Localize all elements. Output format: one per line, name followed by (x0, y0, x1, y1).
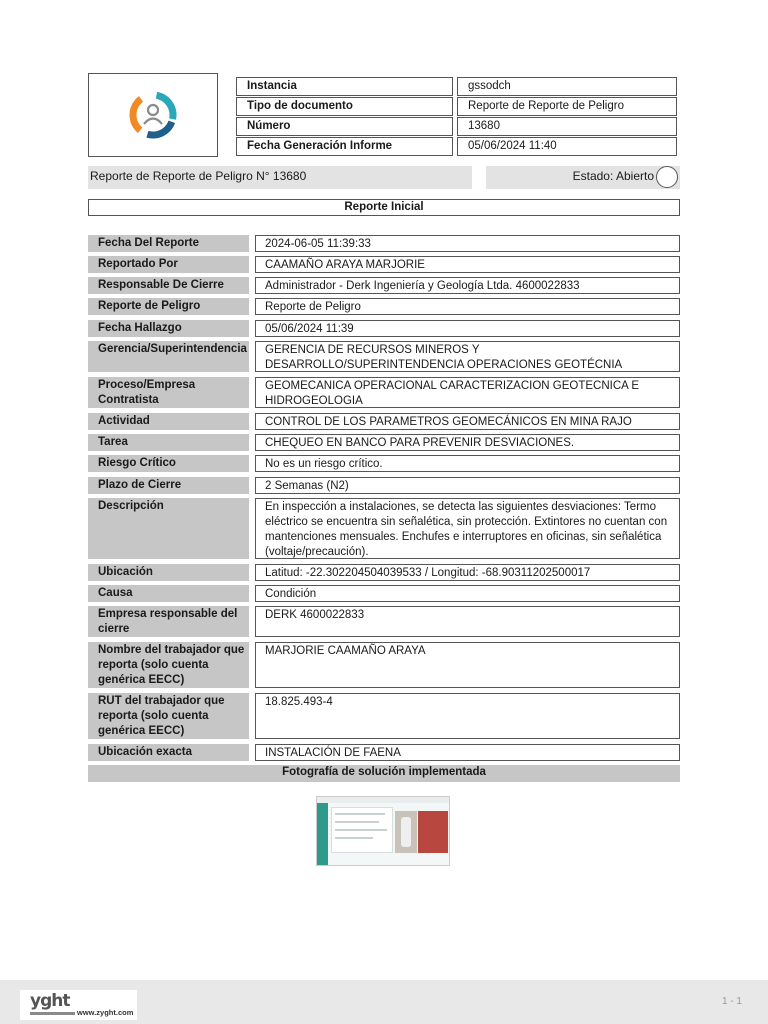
field-label: Empresa responsable del cierre (88, 606, 249, 637)
status-circle-icon (656, 166, 678, 188)
field-value: 2024-06-05 11:39:33 (255, 235, 680, 252)
field-value: GERENCIA DE RECURSOS MINEROS Y DESARROLLO/SUPERINTENDENCIA OPERACIONES GEOTÉCNIA (255, 341, 680, 372)
field-label: Riesgo Crítico (88, 455, 249, 472)
info-value: 13680 (457, 117, 677, 136)
field-label: Nombre del trabajador que reporta (solo cuenta genérica EECC) (88, 642, 249, 688)
field-value: CHEQUEO EN BANCO PARA PREVENIR DESVIACIONES. (255, 434, 680, 451)
field-label: Ubicación (88, 564, 249, 581)
field-label: Proceso/Empresa Contratista (88, 377, 249, 408)
photo-thumb-extinguishers (418, 811, 448, 853)
field-value: 05/06/2024 11:39 (255, 320, 680, 337)
status-text: Estado: Abierto (572, 169, 654, 183)
company-logo-box (88, 73, 218, 157)
photo-line (335, 837, 373, 839)
info-value: Reporte de Reporte de Peligro (457, 97, 677, 116)
field-value: CAAMAÑO ARAYA MARJORIE (255, 256, 680, 273)
field-value: Latitud: -22.302204504039533 / Longitud: -68.90311202500017 (255, 564, 680, 581)
photo-section-title: Fotografía de solución implementada (88, 765, 680, 782)
footer-brand: yght (30, 991, 70, 1011)
field-value: MARJORIE CAAMAÑO ARAYA (255, 642, 680, 688)
photo-line (335, 829, 387, 831)
field-value: 2 Semanas (N2) (255, 477, 680, 494)
info-label: Número (236, 117, 453, 136)
field-label: Fecha Hallazgo (88, 320, 249, 337)
info-label: Instancia (236, 77, 453, 96)
field-value: En inspección a instalaciones, se detecta las siguientes desviaciones: Termo eléctrico se encuentra sin señalética, sin protección. Extintores no cuentan con mantenciones mensuales. Enchufes e interruptores en oficinas, sin señalética (voltaje/precaución). (255, 498, 680, 559)
brand-tagline-bar (30, 1012, 75, 1015)
field-value: Administrador - Derk Ingeniería y Geología Ltda. 4600022833 (255, 277, 680, 294)
field-label: Plazo de Cierre (88, 477, 249, 494)
company-logo-icon (125, 89, 181, 141)
field-label: Actividad (88, 413, 249, 430)
field-value: No es un riesgo crítico. (255, 455, 680, 472)
info-value: gssodch (457, 77, 677, 96)
field-value: DERK 4600022833 (255, 606, 680, 637)
zyght-logo[interactable] (20, 990, 137, 1020)
page-footer (0, 980, 768, 1024)
photo-topbar (317, 797, 450, 803)
field-value: CONTROL DE LOS PARAMETROS GEOMECÁNICOS EN MINA RAJO (255, 413, 680, 430)
field-label: Descripción (88, 498, 249, 559)
field-value: 18.825.493-4 (255, 693, 680, 739)
field-label: Responsable De Cierre (88, 277, 249, 294)
photo-line (335, 821, 379, 823)
photo-thumb-heater-body (401, 817, 411, 847)
field-label: Reportado Por (88, 256, 249, 273)
status-bar (486, 166, 680, 189)
field-label: Causa (88, 585, 249, 602)
field-label: Tarea (88, 434, 249, 451)
field-value: GEOMECANICA OPERACIONAL CARACTERIZACION GEOTECNICA E HIDROGEOLOGIA (255, 377, 680, 408)
photo-line (335, 813, 385, 815)
info-label: Fecha Generación Informe (236, 137, 453, 156)
photo-sidebar (317, 803, 328, 866)
field-label: Reporte de Peligro (88, 298, 249, 315)
info-label: Tipo de documento (236, 97, 453, 116)
page-number: 1 - 1 (721, 996, 742, 1007)
field-value: INSTALACIÓN DE FAENA (255, 744, 680, 761)
info-value: 05/06/2024 11:40 (457, 137, 677, 156)
field-label: RUT del trabajador que reporta (solo cuenta genérica EECC) (88, 693, 249, 739)
report-title: Reporte de Reporte de Peligro N° 13680 (88, 166, 472, 189)
field-value: Condición (255, 585, 680, 602)
footer-url[interactable]: www.zyght.com (77, 1008, 134, 1017)
field-label: Gerencia/Superintendencia (88, 341, 249, 372)
solution-photo[interactable] (316, 796, 450, 866)
section-title: Reporte Inicial (88, 199, 680, 216)
field-value: Reporte de Peligro (255, 298, 680, 315)
field-label: Ubicación exacta (88, 744, 249, 761)
field-label: Fecha Del Reporte (88, 235, 249, 252)
